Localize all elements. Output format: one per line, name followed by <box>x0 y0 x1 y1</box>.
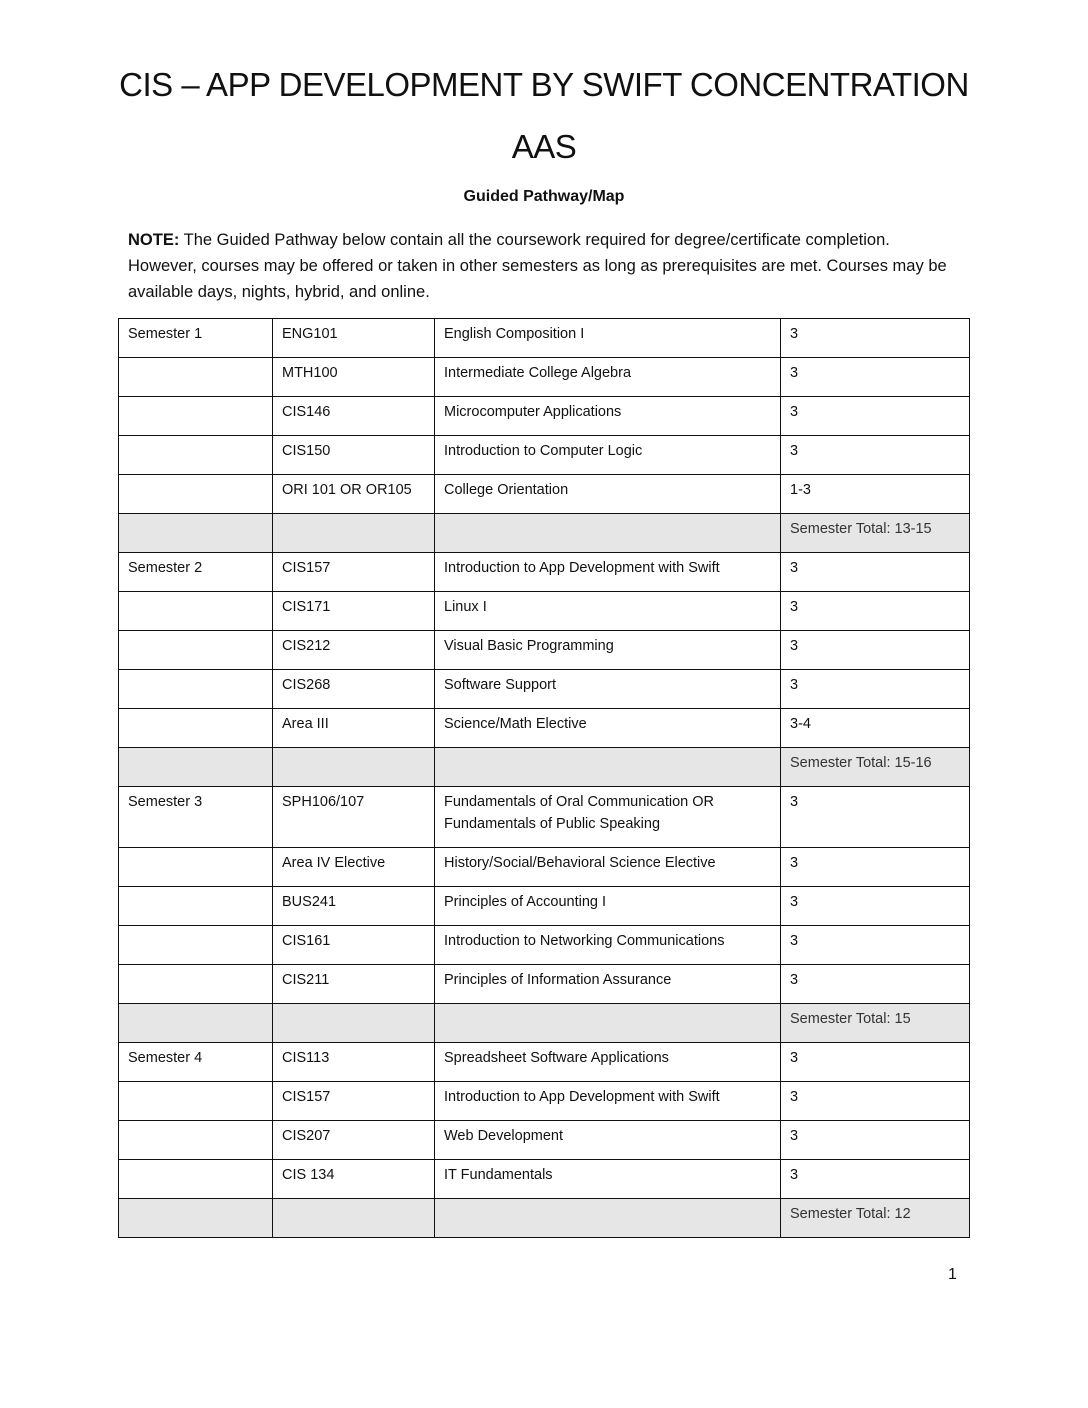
credits-cell: 3-4 <box>781 709 970 748</box>
credits-cell: 3 <box>781 787 970 848</box>
course-code-cell: Area IV Elective <box>273 848 435 887</box>
course-title-cell: English Composition I <box>435 319 781 358</box>
course-code-cell: MTH100 <box>273 358 435 397</box>
semester-label-cell <box>119 397 273 436</box>
course-code-cell: Area III <box>273 709 435 748</box>
credits-cell: 3 <box>781 553 970 592</box>
course-row <box>119 887 970 926</box>
course-code-cell: CIS171 <box>273 592 435 631</box>
page-subtitle: Guided Pathway/Map <box>463 188 625 205</box>
course-title-cell: Principles of Accounting I <box>435 887 781 926</box>
course-row <box>119 397 970 436</box>
credits-cell: 3 <box>781 1121 970 1160</box>
semester-label-cell: Semester 2 <box>119 553 273 592</box>
course-row <box>119 592 970 631</box>
course-row <box>119 436 970 475</box>
course-row <box>119 319 970 358</box>
semester-label-cell <box>119 709 273 748</box>
empty-cell <box>119 514 273 553</box>
semester-label-cell: Semester 4 <box>119 1043 273 1082</box>
credits-cell: 3 <box>781 965 970 1004</box>
semester-total-row <box>119 1004 970 1043</box>
course-row <box>119 787 970 848</box>
course-code-cell: ORI 101 OR OR105 <box>273 475 435 514</box>
course-code-cell: CIS113 <box>273 1043 435 1082</box>
semester-label-cell <box>119 436 273 475</box>
course-title-cell: Introduction to Networking Communications <box>435 926 781 965</box>
note-label: NOTE: <box>128 231 180 249</box>
course-row <box>119 553 970 592</box>
course-row <box>119 1160 970 1199</box>
course-code-cell: CIS268 <box>273 670 435 709</box>
course-row <box>119 926 970 965</box>
empty-cell <box>273 1004 435 1043</box>
course-code-cell: CIS161 <box>273 926 435 965</box>
course-title-cell: Introduction to App Development with Swift <box>435 1082 781 1121</box>
empty-cell <box>273 514 435 553</box>
course-row <box>119 709 970 748</box>
course-title-cell: Web Development <box>435 1121 781 1160</box>
course-title-cell: Introduction to App Development with Swift <box>435 553 781 592</box>
pathway-table <box>118 318 970 1238</box>
empty-cell <box>119 1199 273 1238</box>
credits-cell: 3 <box>781 592 970 631</box>
empty-cell <box>435 1004 781 1043</box>
course-title-cell: Introduction to Computer Logic <box>435 436 781 475</box>
course-code-cell: CIS150 <box>273 436 435 475</box>
course-row <box>119 475 970 514</box>
course-row <box>119 1121 970 1160</box>
page-title: CIS – APP DEVELOPMENT BY SWIFT CONCENTRATION <box>119 66 969 103</box>
course-title-cell: Software Support <box>435 670 781 709</box>
semester-total-row <box>119 748 970 787</box>
semester-total-cell: Semester Total: 15-16 <box>781 748 970 787</box>
course-title-cell: Intermediate College Algebra <box>435 358 781 397</box>
semester-label-cell <box>119 926 273 965</box>
empty-cell <box>273 1199 435 1238</box>
empty-cell <box>273 748 435 787</box>
semester-label-cell: Semester 1 <box>119 319 273 358</box>
semester-label-cell <box>119 848 273 887</box>
semester-label-cell <box>119 1121 273 1160</box>
course-row <box>119 965 970 1004</box>
course-title-cell: Microcomputer Applications <box>435 397 781 436</box>
course-code-cell: CIS146 <box>273 397 435 436</box>
semester-label-cell <box>119 358 273 397</box>
note-paragraph <box>128 227 958 305</box>
course-title-cell: IT Fundamentals <box>435 1160 781 1199</box>
semester-label-cell <box>119 475 273 514</box>
course-code-cell: CIS 134 <box>273 1160 435 1199</box>
note-text: The Guided Pathway below contain all the coursework required for degree/certificate completion. However, courses may be offered or taken in other semesters as long as prerequisites are met. Courses may be available days, nights, hybrid, and online. <box>128 231 947 301</box>
course-row <box>119 670 970 709</box>
page-number: 1 <box>948 1266 957 1283</box>
semester-label-cell <box>119 670 273 709</box>
course-title-cell: History/Social/Behavioral Science Elective <box>435 848 781 887</box>
credits-cell: 3 <box>781 926 970 965</box>
credits-cell: 3 <box>781 887 970 926</box>
semester-total-cell: Semester Total: 13-15 <box>781 514 970 553</box>
credits-cell: 3 <box>781 1082 970 1121</box>
credits-cell: 3 <box>781 848 970 887</box>
course-code-cell: CIS212 <box>273 631 435 670</box>
empty-cell <box>435 1199 781 1238</box>
course-row <box>119 631 970 670</box>
credits-cell: 3 <box>781 631 970 670</box>
empty-cell <box>119 1004 273 1043</box>
credits-cell: 3 <box>781 358 970 397</box>
course-row <box>119 358 970 397</box>
credits-cell: 3 <box>781 397 970 436</box>
credits-cell: 3 <box>781 1160 970 1199</box>
course-code-cell: CIS157 <box>273 1082 435 1121</box>
empty-cell <box>435 748 781 787</box>
course-title-cell: Visual Basic Programming <box>435 631 781 670</box>
course-title-cell: Spreadsheet Software Applications <box>435 1043 781 1082</box>
semester-total-row <box>119 1199 970 1238</box>
course-title-cell: Linux I <box>435 592 781 631</box>
semester-label-cell: Semester 3 <box>119 787 273 848</box>
credits-cell: 3 <box>781 1043 970 1082</box>
course-title-cell: Science/Math Elective <box>435 709 781 748</box>
course-title-cell: Principles of Information Assurance <box>435 965 781 1004</box>
semester-label-cell <box>119 887 273 926</box>
course-code-cell: CIS211 <box>273 965 435 1004</box>
course-code-cell: SPH106/107 <box>273 787 435 848</box>
empty-cell <box>435 514 781 553</box>
course-code-cell: BUS241 <box>273 887 435 926</box>
course-row <box>119 1043 970 1082</box>
semester-total-cell: Semester Total: 15 <box>781 1004 970 1043</box>
course-title-cell: Fundamentals of Oral Communication OR Fundamentals of Public Speaking <box>435 787 781 848</box>
credits-cell: 3 <box>781 436 970 475</box>
course-row <box>119 848 970 887</box>
degree-type: AAS <box>511 128 577 165</box>
semester-label-cell <box>119 592 273 631</box>
course-row <box>119 1082 970 1121</box>
course-title-cell: College Orientation <box>435 475 781 514</box>
credits-cell: 3 <box>781 670 970 709</box>
semester-label-cell <box>119 965 273 1004</box>
empty-cell <box>119 748 273 787</box>
course-code-cell: ENG101 <box>273 319 435 358</box>
credits-cell: 1-3 <box>781 475 970 514</box>
semester-total-cell: Semester Total: 12 <box>781 1199 970 1238</box>
semester-total-row <box>119 514 970 553</box>
credits-cell: 3 <box>781 319 970 358</box>
course-code-cell: CIS207 <box>273 1121 435 1160</box>
semester-label-cell <box>119 1160 273 1199</box>
semester-label-cell <box>119 1082 273 1121</box>
semester-label-cell <box>119 631 273 670</box>
course-code-cell: CIS157 <box>273 553 435 592</box>
